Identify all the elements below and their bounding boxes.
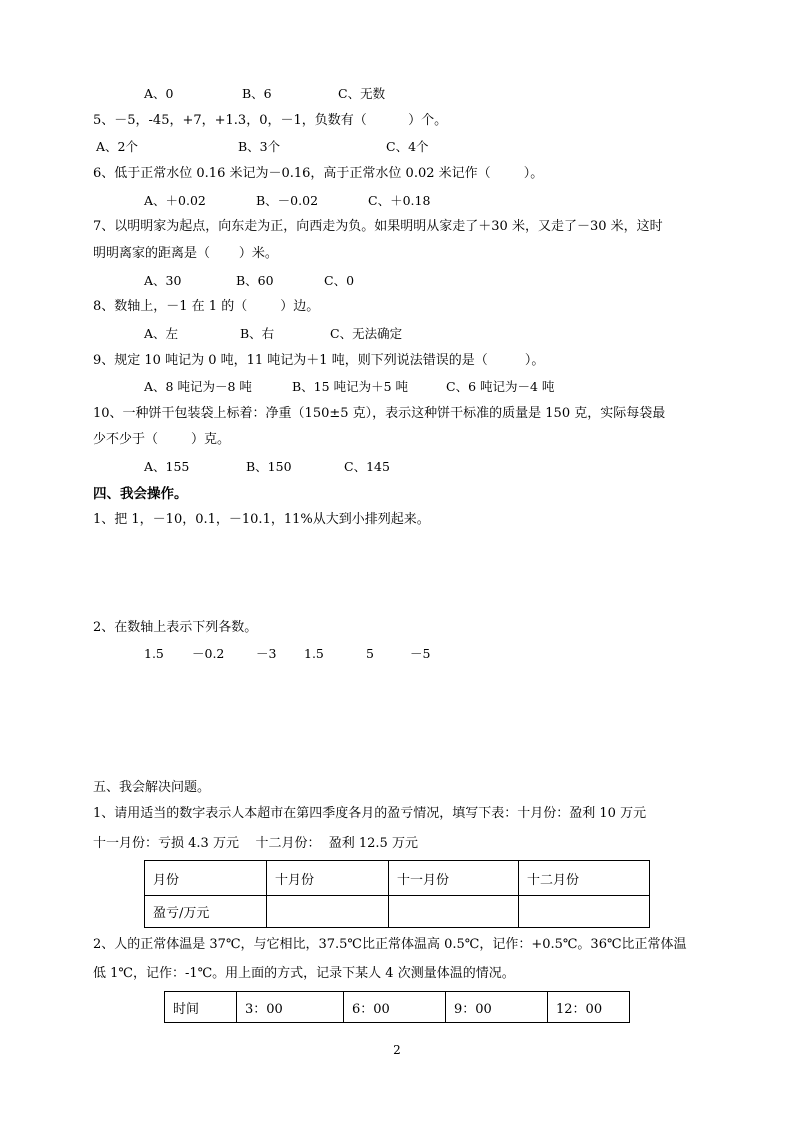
q7-option-b: B、60 [236, 273, 274, 288]
number-3: －3 [256, 646, 277, 661]
question-7-line-2: 明明离家的距离是（ ）米。 [93, 246, 278, 261]
problem-2-line-2: 低 1℃，记作：-1℃。用上面的方式，记录下某人 4 次测量体温的情况。 [93, 966, 515, 981]
question-10-line-1: 10、一种饼干包装袋上标着：净重（150±5 克），表示这种饼干标准的质量是 150 克，实际每袋最 [93, 406, 666, 421]
q4-option-c: C、无数 [338, 86, 386, 101]
table-header-cell: 十二月份 [519, 861, 650, 896]
q9-option-c: C、6 吨记为－4 吨 [446, 379, 555, 394]
q9-option-a: A、8 吨记为－8 吨 [144, 379, 252, 394]
table-cell: 盈亏/万元 [145, 896, 267, 928]
table-cell-blank[interactable] [519, 896, 650, 928]
question-9: 9、规定 10 吨记为 0 吨，11 吨记为＋1 吨，则下列说法错误的是（ ）。 [93, 353, 545, 368]
q6-option-b: B、－0.02 [256, 193, 319, 208]
q6-option-c: C、＋0.18 [368, 193, 431, 208]
q8-option-a: A、左 [144, 326, 179, 341]
table-header-cell: 十月份 [267, 861, 389, 896]
q4-option-b: B、6 [242, 86, 272, 101]
q9-option-b: B、15 吨记为＋5 吨 [292, 379, 408, 394]
q5-option-b: B、3个 [238, 139, 281, 154]
q7-option-c: C、0 [324, 273, 355, 288]
problem-2-line-1: 2、人的正常体温是 37℃，与它相比，37.5℃比正常体温高 0.5℃，记作：+0.5℃。36℃比正常体温 [93, 937, 687, 952]
q8-option-c: C、无法确定 [330, 326, 403, 341]
table-header-cell: 时间 [165, 992, 237, 1023]
table-header-cell: 6：00 [344, 992, 446, 1023]
question-10-line-2: 少不少于（ ）克。 [93, 432, 231, 447]
number-6: －5 [410, 646, 431, 661]
temperature-table [164, 991, 630, 1023]
section-4-item-1: 1、把 1，－10，0.1，－10.1，11%从大到小排列起来。 [93, 512, 430, 527]
section-5-title: 五、我会解决问题。 [93, 780, 211, 795]
q4-option-a: A、0 [144, 86, 174, 101]
q5-option-a: A、2个 [96, 139, 138, 154]
table-header-cell: 9：00 [446, 992, 548, 1023]
number-5: 5 [366, 646, 374, 661]
table-cell-blank[interactable] [267, 896, 389, 928]
q10-option-a: A、155 [144, 459, 190, 474]
problem-1-line-2: 十一月份：亏损 4.3 万元 十二月份： 盈利 12.5 万元 [93, 836, 418, 851]
table-cell-blank[interactable] [389, 896, 519, 928]
table-header-cell: 12：00 [548, 992, 630, 1023]
page-number: 2 [393, 1043, 401, 1057]
number-4: 1.5 [304, 646, 324, 661]
q7-option-a: A、30 [144, 273, 182, 288]
q6-option-a: A、＋0.02 [144, 193, 206, 208]
section-4-title: 四、我会操作。 [93, 486, 188, 502]
q8-option-b: B、右 [240, 326, 275, 341]
number-1: 1.5 [144, 646, 164, 661]
table-header-cell: 3：00 [237, 992, 344, 1023]
table-header-cell: 月份 [145, 861, 267, 896]
question-8: 8、数轴上，－1 在 1 的（ ）边。 [93, 299, 320, 314]
question-6: 6、低于正常水位 0.16 米记为－0.16，高于正常水位 0.02 米记作（ ）。 [93, 166, 544, 181]
profit-loss-table [144, 860, 650, 928]
question-7-line-1: 7、以明明家为起点，向东走为正，向西走为负。如果明明从家走了＋30 米，又走了－30 米，这时 [93, 219, 663, 234]
problem-1-line-1: 1、请用适当的数字表示人本超市在第四季度各月的盈亏情况，填写下表：十月份：盈利 10 万元 [93, 806, 647, 821]
number-2: －0.2 [192, 646, 225, 661]
q10-option-b: B、150 [246, 459, 292, 474]
q10-option-c: C、145 [344, 459, 390, 474]
q5-option-c: C、4个 [386, 139, 429, 154]
table-header-cell: 十一月份 [389, 861, 519, 896]
question-5: 5、－5，-45，+7，+1.3，0，－1，负数有（ ）个。 [93, 113, 448, 128]
section-4-item-2: 2、在数轴上表示下列各数。 [93, 620, 258, 635]
